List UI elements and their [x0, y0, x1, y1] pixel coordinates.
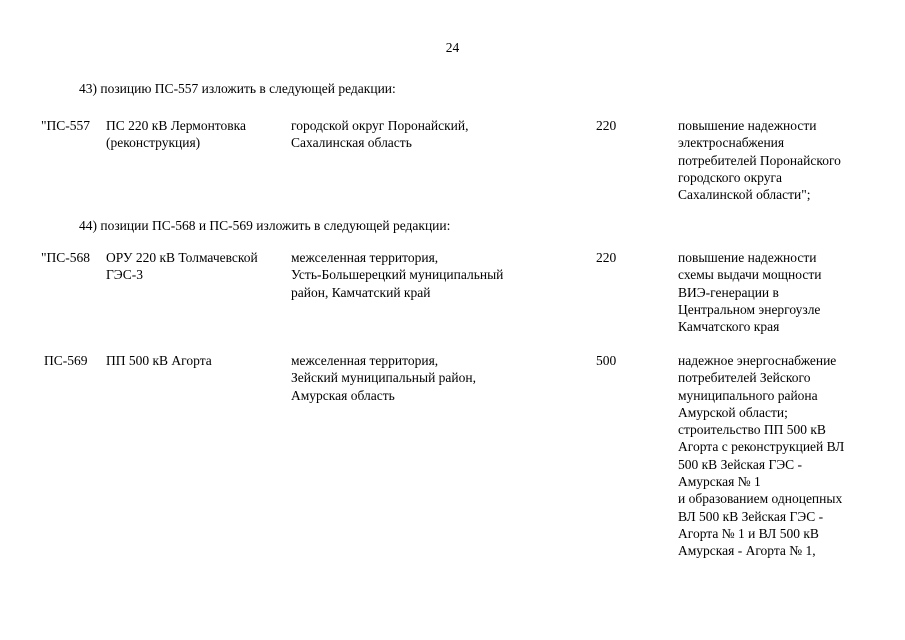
row-pc569-purpose: надежное энергоснабжение потребителей Зейского муниципального района Амурской области; строительство ПП 500 кВ Агорта с реконструкцией ВЛ 500 кВ Зейская ГЭС - Амурская № 1 и образованием одноцепных ВЛ 500 кВ Зейская ГЭС - Агорта № 1 и ВЛ 500 кВ Амурская - Агорта № 1,: [678, 353, 845, 559]
instruction-44: 44) позиции ПС-568 и ПС-569 изложить в следующей редакции:: [79, 218, 451, 233]
row-pc568-voltage: 220: [596, 250, 617, 265]
row-pc569-voltage: 500: [596, 353, 617, 368]
row-pc557-purpose: повышение надежности электроснабжения потребителей Поронайского городского округа Сахалинской области";: [678, 118, 841, 203]
row-pc557-voltage: 220: [596, 118, 617, 133]
row-pc557-name: ПС 220 кВ Лермонтовка (реконструкция): [106, 118, 247, 151]
row-pc568-name: ОРУ 220 кВ Толмачевской ГЭС-3: [106, 250, 258, 283]
page-number: 24: [445, 40, 460, 55]
row-pc568-purpose: повышение надежности схемы выдачи мощности ВИЭ-генерации в Центральном энергоузле Камчатского края: [678, 250, 822, 335]
row-pc557-location: городской округ Поронайский, Сахалинская область: [291, 118, 469, 151]
row-pc557-code: "ПС-557: [41, 118, 91, 133]
instruction-43: 43) позицию ПС-557 изложить в следующей редакции:: [79, 81, 396, 96]
row-pc568-location: межселенная территория, Усть-Большерецкий муниципальный район, Камчатский край: [291, 250, 504, 300]
row-pc569-name: ПП 500 кВ Агорта: [106, 353, 212, 368]
row-pc568-code: "ПС-568: [41, 250, 91, 265]
row-pc569-code: ПС-569: [44, 353, 88, 368]
row-pc569-location: межселенная территория, Зейский муниципальный район, Амурская область: [291, 353, 476, 403]
